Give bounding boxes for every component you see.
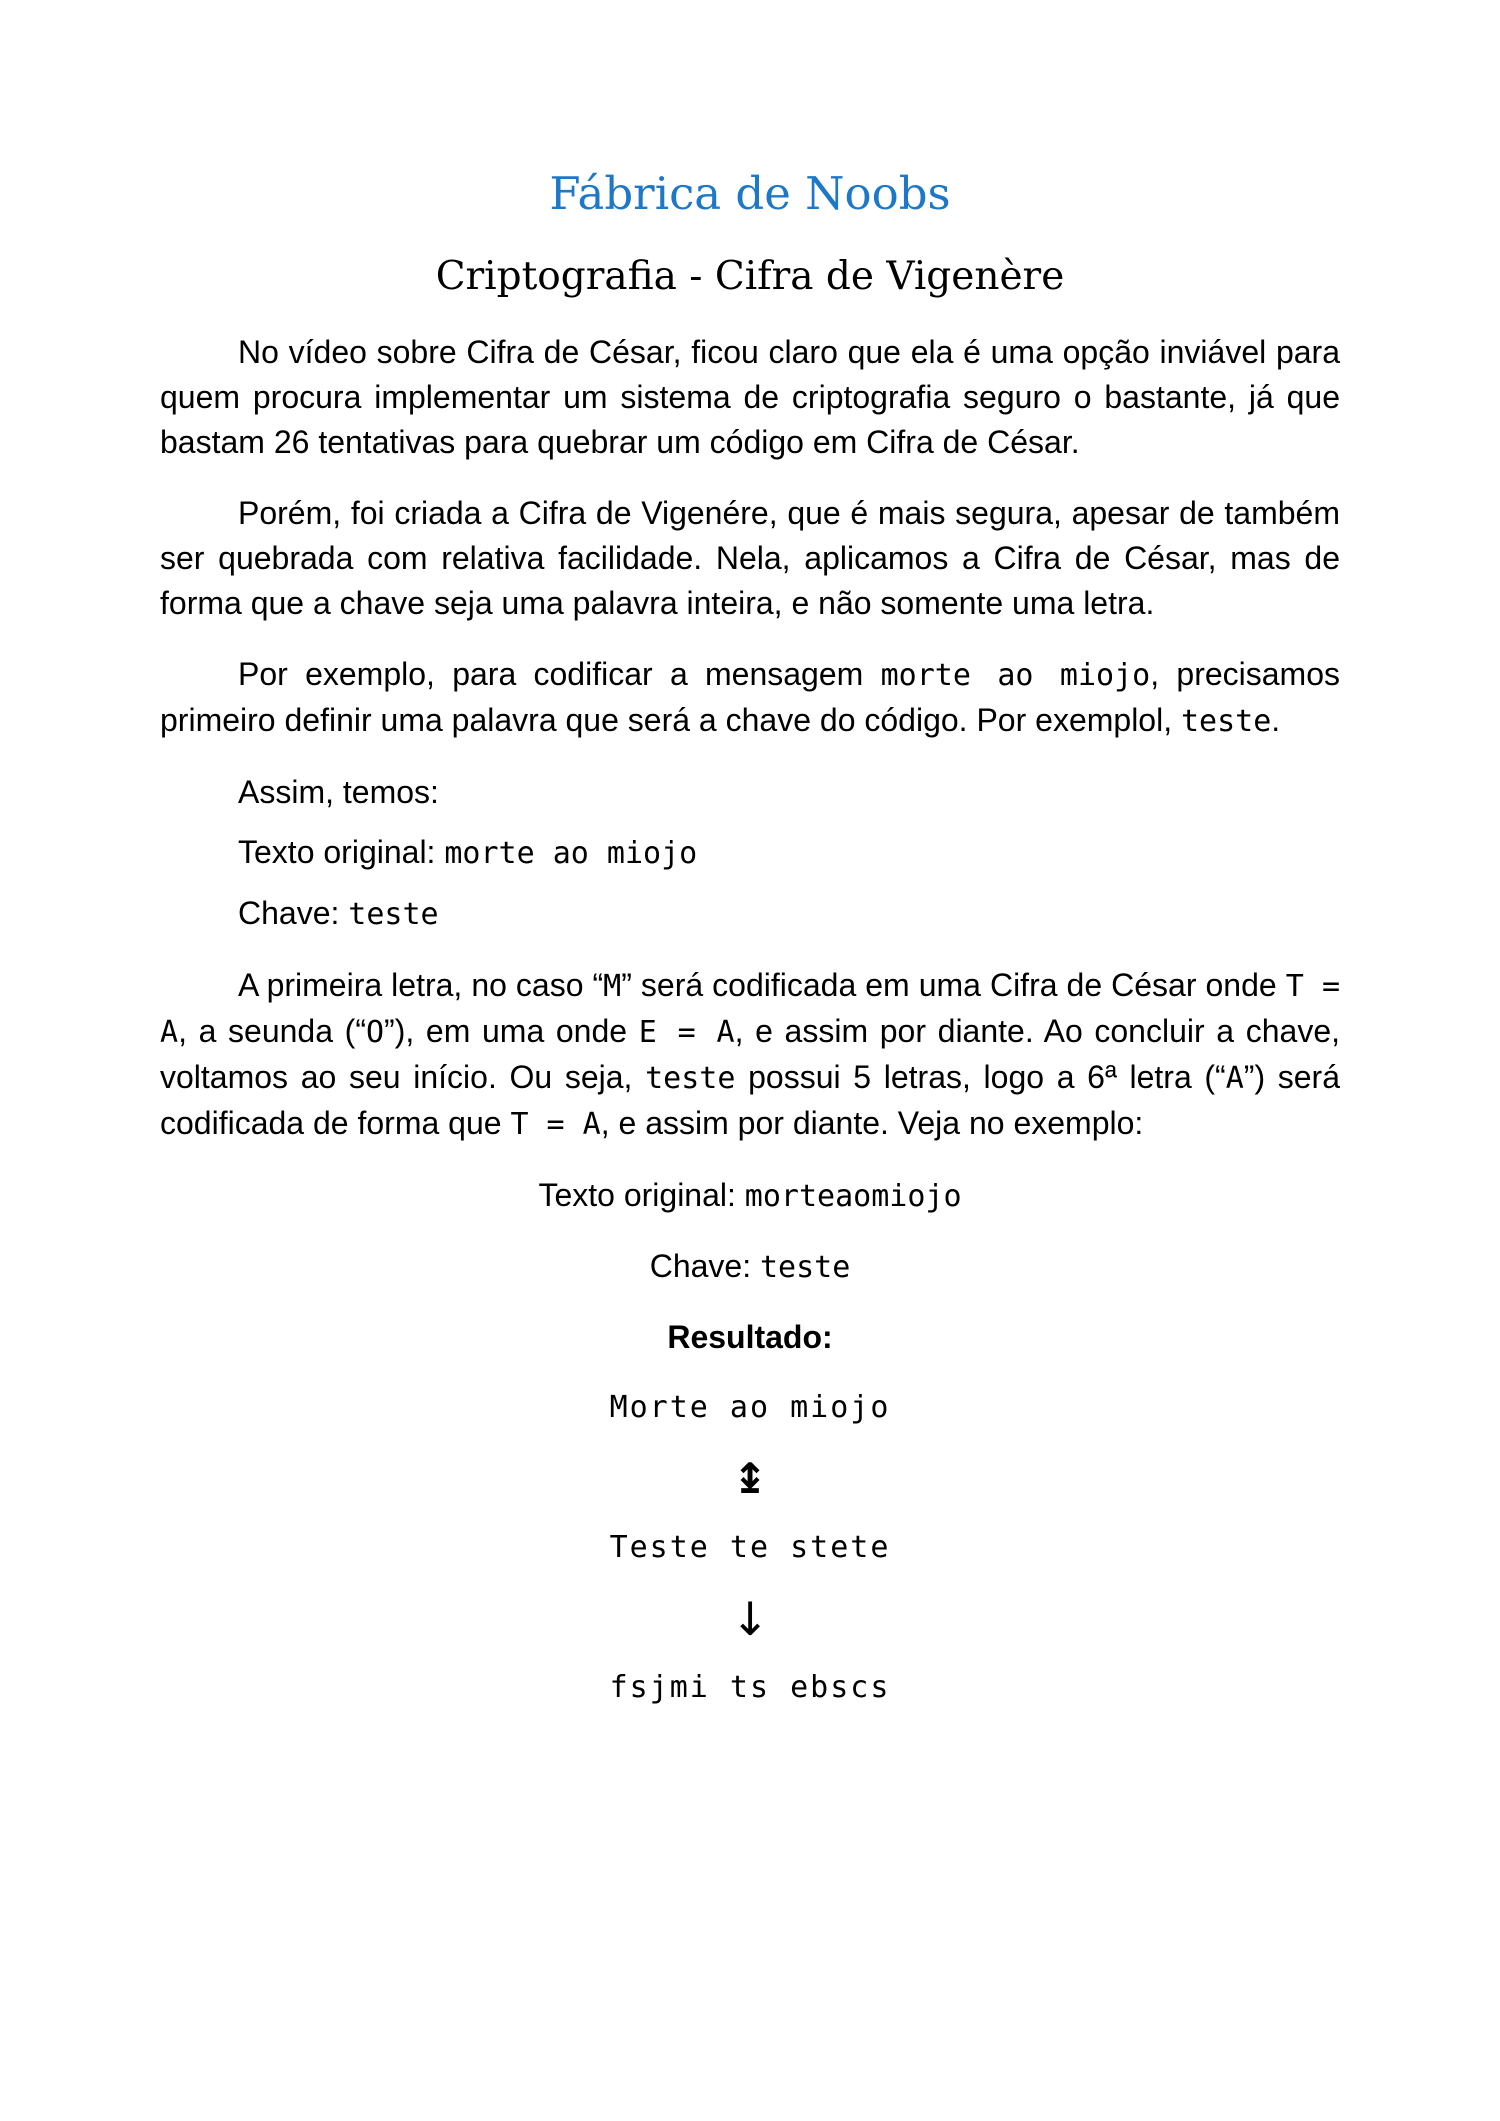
text-run: possui 5 letras, logo a 6ª letra (“ bbox=[735, 1059, 1226, 1095]
inline-code: teste bbox=[759, 1250, 851, 1285]
plaintext-line: Morte ao miojo bbox=[609, 1390, 891, 1425]
paragraph-caesar-intro: No vídeo sobre Cifra de César, ficou claro que ela é uma opção inviável para quem procura implementar um sistema de criptografia seguro o bastante, já que bastam 26 tentativas para quebrar um código em Cifra de César. bbox=[160, 334, 1340, 460]
page-subtitle: Criptografia - Cifra de Vigenère bbox=[435, 254, 1065, 299]
paragraph-example-intro bbox=[160, 652, 1340, 744]
ciphertext-line: fsjmi ts ebscs bbox=[609, 1670, 891, 1705]
inline-code: O bbox=[365, 1015, 385, 1050]
inline-code: E = A bbox=[638, 1015, 735, 1050]
inline-code: T = A bbox=[510, 1107, 601, 1142]
chave-label: Chave: bbox=[649, 1248, 760, 1284]
texto-original-label: Texto original: bbox=[238, 834, 445, 870]
example-texto-original-line bbox=[160, 1173, 1340, 1219]
inline-code: teste bbox=[348, 897, 439, 932]
inline-code: T = A bbox=[160, 969, 1341, 1050]
text-run: A primeira letra, no caso “ bbox=[238, 967, 604, 1003]
inline-code: morte ao miojo bbox=[880, 658, 1151, 693]
text-run: ”), em uma onde bbox=[384, 1013, 639, 1049]
chave-label: Chave: bbox=[238, 895, 349, 931]
inline-code: teste bbox=[645, 1061, 736, 1096]
resultado-heading: Resultado: bbox=[667, 1319, 833, 1355]
example-block bbox=[160, 1173, 1340, 1710]
down-arrow-icon: ↓ bbox=[730, 1592, 770, 1646]
updown-arrow-icon: ↨ bbox=[732, 1454, 768, 1503]
paragraph-explanation bbox=[160, 963, 1340, 1147]
texto-original-line bbox=[238, 830, 1340, 876]
inline-code: A bbox=[1225, 1061, 1244, 1096]
text-run: ” será codificada em uma Cifra de César onde bbox=[621, 967, 1286, 1003]
example-chave-line bbox=[160, 1244, 1340, 1290]
inline-code: morteaomiojo bbox=[744, 1179, 962, 1214]
inline-code: M bbox=[603, 969, 622, 1004]
paragraph-vigenere-intro: Porém, foi criada a Cifra de Vigenére, que é mais segura, apesar de também ser quebrada com relativa facilidade. Nela, aplicamos a Cifra de César, mas de forma que a chave seja uma palavra inteira, e não somente uma letra. bbox=[160, 495, 1340, 621]
text-run: , precisamos primeiro definir uma palavra que será a chave do código. Por exemplol, bbox=[160, 656, 1341, 738]
text-run: , e assim por diante. Ao concluir a chave, voltamos ao seu início. Ou seja, bbox=[160, 1013, 1341, 1095]
page-title: Fábrica de Noobs bbox=[549, 167, 951, 220]
text-run: ”) será codificada de forma que bbox=[160, 1059, 1341, 1141]
assim-temos-line: Assim, temos: bbox=[238, 774, 439, 810]
texto-original-label: Texto original: bbox=[538, 1177, 745, 1213]
text-run: , a seunda (“ bbox=[178, 1013, 366, 1049]
text-run: Por exemplo, para codificar a mensagem bbox=[238, 656, 881, 692]
chave-line bbox=[238, 891, 1340, 937]
inline-code: morte ao miojo bbox=[444, 836, 698, 871]
key-line: Teste te stete bbox=[609, 1530, 891, 1565]
text-run: , e assim por diante. Veja no exemplo: bbox=[600, 1105, 1144, 1141]
text-run: . bbox=[1271, 702, 1281, 738]
inline-code: teste bbox=[1180, 704, 1272, 739]
